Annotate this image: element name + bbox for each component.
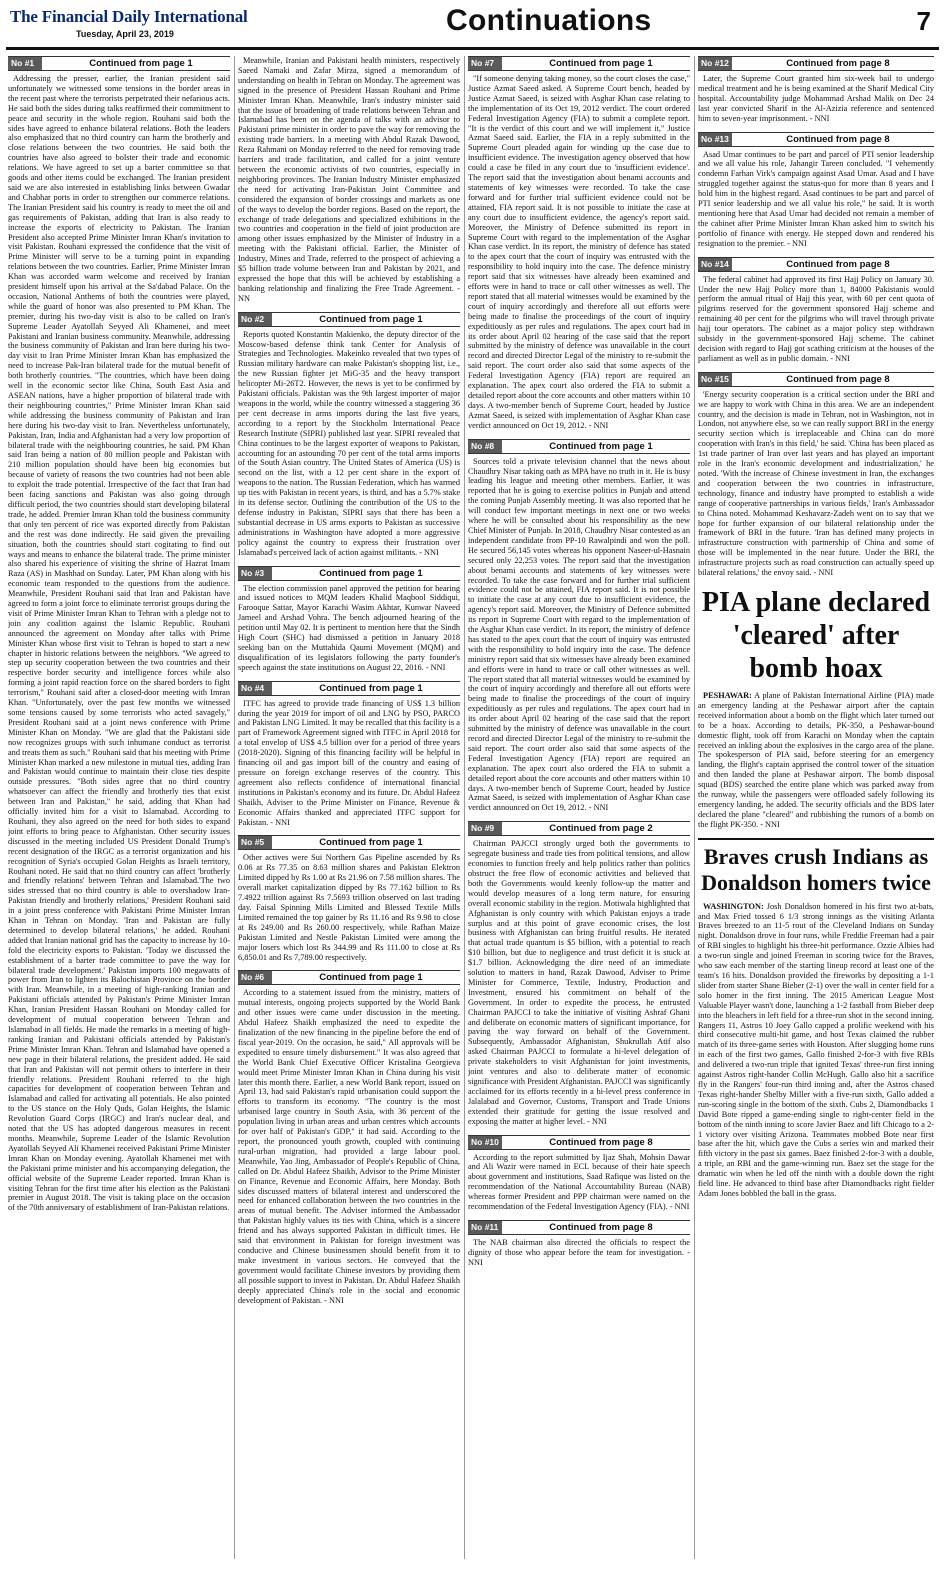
story-number-badge: No #2	[238, 313, 272, 326]
story-number-badge: No #13	[698, 133, 732, 146]
story-header	[238, 312, 460, 327]
story-text: According to the report submitted by Ijaz Shah, Mohsin Dawar and Ali Wazir were named in ECL because of their hate speech about government and institutions, Saad Rafique was listed on the recommendation of the National Accountability Bureau (NAB) whereas former President and PPP chairman were named on the recommendation of the Federal Investigation Agency (FIA). - NNI	[468, 1152, 690, 1212]
story-header	[468, 1135, 690, 1150]
story-body	[238, 699, 460, 828]
masthead-rule	[6, 47, 939, 50]
story-body	[238, 56, 460, 304]
continued-label: Continued from page 2	[549, 823, 653, 835]
story-6	[238, 970, 460, 1305]
story-body	[238, 584, 460, 673]
story-3	[238, 566, 460, 673]
story-number-badge: No #10	[468, 1136, 502, 1149]
story-text: The federal cabinet had approved its first Hajj Policy on January 30. Under the new Hajj Policy more than 1, 84000 Pakistanis would perform the annual ritual of Hajj this year, with 60 per cent quota of pilgrims reserved for the government sponsored Hajj scheme and remaining 40 per cent for the pilgrims who will travel through private hajj tour operators. The cabinet as a major policy step withdrawn subsidy in the government-sponsored Hajj scheme. The cabinet decision with regard to Hajj got scathing criticism at the houses of the parliament as well as in public domain. - NNI	[698, 274, 934, 363]
story-13	[698, 132, 934, 249]
story-text: Later, the Supreme Court granted him six-week bail to undergo medical treatment and he is being examined at the Sharif Medical City hospital. Accountability judge Mohammad Arshad Malik on Dec 24 last year convicted Sharif in the Al-Azizia reference and sentenced him to seven-year imprisonment. - NNI	[698, 74, 934, 123]
story-number-badge: No #9	[468, 822, 502, 835]
story-text: Addressing the presser, earlier, the Iranian president said unfortunately we witnessed some tensions in the border areas in the recent past where the terrorists perpetrated their nefarious acts. He said both the sides during talks reaffirmed their commitment to peace and security in the whole region. Rouhani said both the sides have agreed to enhance bilateral relations. Both the leaders also emphasized that no third country can harm the brotherly and close relations between the two countries. He said both the countries have also agreed to bolster their trade and economic relations. We have agreed to set up a barter committee so that goods and other items could be exchanged. The Iranian president said we are also interested in establishing links between Gwadar and Chabhar ports in order to strengthen our commerce relations. The Iranian President said his country is ready to meet the oil and gas requirements of Pakistan, adding that Iran is also ready to increase the exports of electricity to Pakistan. The Iranian President also accepted Prime Minister Imran Khan's invitation to visit Pakistan. Rouhani expressed the confidence that the visit of Prime Minister will serve to be a turning point in expanding relations between the two countries. Earlier, Prime Minister Imran Khan was accorded warm welcome and received by Iranian president himself upon his arrival at the Sa'dabad Palace. On the occasion, National Anthems of both the countries were played, while the guard of honor was also presented to PM Khan. The premier, during his two-day visit is also to be called on Iran's Supreme Leader Ayatollah Seyyed Ali Khamenei, and meet Pakistani and Iranian business community. Meanwhile, addressing the business community of Pakistan and Iran here during his two-day visit to Iran Prime Minister Imran Khan has emphasized the need to increase Pak-Iran bilateral trade for the mutual benefit of both brotherly countries. "The countries, which have been doing well in the economic sector like China, South East Asia and ASEAN nations, have a higher proportion of bilateral trade with their neighbouring countries," Prime Minister Imran Khan said while addressing the business community of Pakistan and Iran here during his two-day visit to Iran. Nevertheless unfortunately, Pakistan, Iran, India and Afghanistan had a very low proportion of bilateral trade with the neighbouring countries, he said. PM Khan said Iran being a nation of 80 million people and Pakistan with 210 million population should have been big economies but because of variety of reasons the two countries had not been able to exploit the trade potential. Irrespective of the fact that Iran had been facing sanctions and Pakistan was also going through difficult period, the two countries should start developing bilateral trade, he added. Premier Imran Khan told the business community that only ten percent of rice was exported directly from Pakistan and the rest was done indirectly. He said given the prevailing situation, both the countries should start cogitating to find out ways and means to enhance the bilateral trade. The prime minister also shared his experience of visiting the shrine of Hazrat Imam Raza (AS) in Mashhad on Sunday. Later, PM Khan along with his economic team responded to the questions from the audience. Meanwhile, President Rouhani said that Iran and Pakistan have agreed to form a joint force to eliminate terrorist groups during the visit of Prime Minister Imran Khan to Tehran with a pledge not to join any coalition against the Islamic Republic. Rouhani announced the agreement on Monday after talks with Prime Minister Khan whose first visit to Tehran is hoped to start a new chapter in historic relations between the neighbors. "We agreed to step up security cooperation between the two countries and their respective border security and intelligence forces while also forming a joint rapid reaction force on the shared borders to fight terrorism," Rouhani said after a closed-door meeting with Imran Khan. "Unfortunately, over the past few months we witnessed some tensions caused by some terrorists who acted savagely," President Rouhani said at a joint news conference with Prime Minister Khan on Monday. "We are glad that the Pakistani side now recognizes groups with such inhumane conduct as terrorist and treats them as such." Rouhani said that his meeting with Prime Minister Khan marked a new milestone in mutual ties, adding Iran and Pakistan would continue to maintain their close ties despite outside pressures. "Both sides agree that no third country whatsoever can affect the friendly and brotherly ties that exist between Iran and Pakistan," he said, adding that Khan had officially invited him for a visit to Islamabad. According to Rouhani, they also agreed on the need for both sides to expand joint efforts to bring peace to Afghanistan. Other security issues discussed in the meeting included US President Donald Trump's recent designation of the IRGC as a terrorist organization and his recognition of Syria's occupied Golan Heights as Israeli territory, Rouhani noted. He said that no third country can affect 'brotherly and friendly relations' between Tehran and Islamabad.'The two sides stressed that no third country is able to overshadow Iran-Pakistan friendly and brotherly relations,' President Rouhani said in a joint press conference with Pakistani Prime Minister Imran Khan in Tehran on Monday. 'Iran and Pakistan are fully determined to develop bilateral relations,' he added. Rouhani added that Iranian national grid has the capacity to increase by 10-fold the electricity exports to Pakistan. 'Today we discussed the establishment of a barter trade committee to pave the way for bilateral trade development.' Pakistan imports 100 megawatts of power from Iran to lighten its Balochistan Province on the border with Iran. Meanwhile, in a meeting of high-ranking Iranian and Pakistani officials attended by Pakistan's Prime Minister Imran Khan, Iranian President Hassan Rouhani on Monday called for development of mutual cooperation between Tehran and Islamabad in all fields. He made the remarks in a meeting of high-ranking Iranian and Pakistani officials attended by Pakistan's Prime Minister Imran Khan. Tehran and Islamabad have opened a new page in their bilateral relations, the president added. He said that Iran and Pakistan will not permit others to interfere in their friendly relations. President Rouhani referred to the high capacities for development of cooperation between Tehran and Islamabad and called for activating all potentials. He also pointed to the US stance on the Holy Quds, Golan Heights, the Islamic Revolution Guard Corps (IRGC) and Iran's nuclear deal, and noted that the US has adopted dangerous measures in recent months. Meanwhile, Supreme Leader of the Islamic Revolution Ayatollah Seyyed Ali Khamenei received Pakistani Prime Minister Imran Khan on Monday evening. Ayatollah Khamenei met with the Pakistani prime minister and his accompanying delegation, the official website of the Supreme Leader reported. Imran Khan is visiting Tehran for the first time after his election as the Pakistani premier in August 2018. The visit is taking place on the occasion of the 70th anniversary of establishment of Iran-Pakistan relations.	[8, 74, 230, 1213]
continued-label: Continued from page 8	[549, 1136, 653, 1148]
story-header	[468, 1220, 690, 1235]
story-text: Josh Donaldson homered in his first two at-bats, and Max Fried tossed 6 1/3 strong innings as the visiting Atlanta Braves breezed to an 11-5 rout of the Cleveland Indians on Sunday night. Donaldson drove in four runs, while Freddie Freeman had a pair of RBI singles to highlight his three-hit performance. Ozzie Albies had a two-run single and joined Freeman in scoring twice for the Braves, who saw each member of the starting lineup record at least one of the team's 16 hits. Donaldson provided the fireworks by depositing a 1-1 slider from starter Shane Bieber (2-1) over the wall in center field for a solo homer in the first inning. The 2015 American League Most Valuable Player wasn't done, launching a 1-2 fastball from Bieber deep into the bleachers in left field for a three-run shot in the second inning. Rangers 11, Astros 10 Joey Gallo capped a prolific weekend with his third consecutive multi-hit game, and host Texas claimed the rubber match of its three-game series with Houston. After slugging home runs in each of the first two games, Gallo finished 2-for-3 with five RBIs and delivered a two-run triple that ignited Texas' three-run first inning against Astros right-hander Collin McHugh. Gallo also hit a sacrifice fly in the Rangers' four-run third inning and, after the Astros chased Texas right-hander Shelby Miller with a five-run sixth, Gallo added a run-scoring single in the bottom of the sixth. Cubs 2, Diamondbacks 1 David Bote ripped a game-ending single to right-center field in the bottom of the ninth inning to score Javier Baez and lift Chicago to a 2-1 victory over visiting Arizona. Teammates mobbed Bote near first base after the hit, which gave the Cubs a series win and marked their fifth victory in the past six games. Baez finished 2-for-3 with a double, a triple, an RBI and the game-winning run. Baez set the stage for the dramatic win when he led off the ninth with a double down the right field line. He advanced to third base after Diamondbacks right fielder Adam Jones bobbled the ball in the grass.	[698, 901, 934, 1198]
story-text: ITFC has agreed to provide trade financing of US$ 1.3 billion during the year 2019 for import of oil and LNG by PSO, PARCO and Pakistan LNG Limited. It may be recalled that this facility is a part of Framework Agreement signed with ITFC in April 2018 for a total envelop of US$ 4.5 billion over for a period of three years (2018-2020). Signing of this financing facility will be helpful in financing oil and gas import bill of the country and easing of pressure on foreign exchange reserves of the country. This agreement also reflects confidence of international financial institutions in Pakistan's economy and its future. Dr. Abdul Hafeez Shaikh, Adviser to the Prime Minister on Finance, Revenue & Economic Affairs thanked and appreciated ITFC support for Pakistan. - NNI	[238, 698, 460, 827]
section-title: Continuations	[446, 4, 652, 37]
story-number-badge: No #15	[698, 373, 732, 386]
continued-label: Continued from page 8	[549, 1221, 653, 1233]
story-header	[238, 835, 460, 850]
story-14	[698, 257, 934, 364]
page-number: 7	[916, 6, 931, 36]
pia-headline: PIA plane declared 'cleared' after bomb hoax	[701, 586, 931, 684]
dateline: WASHINGTON:	[703, 901, 764, 911]
story-body	[698, 150, 934, 249]
story-header	[8, 56, 230, 71]
continued-label: Continued from page 1	[319, 837, 423, 849]
column-3	[468, 56, 690, 1561]
story-number-badge: No #1	[8, 57, 42, 70]
issue-date: Tuesday, April 23, 2019	[76, 29, 174, 39]
story-header	[468, 821, 690, 836]
story-number-badge: No #11	[468, 1221, 502, 1234]
story-text: The NAB chairman also directed the officials to respect the dignity of those who appear before the team for investigation. - NNI	[468, 1237, 690, 1267]
story-8	[468, 439, 690, 814]
column-divider	[694, 56, 695, 1559]
braves-headline: Braves crush Indians as Donaldson homers twice	[701, 843, 931, 895]
story-header	[238, 566, 460, 581]
paper-title: The Financial Daily International	[10, 7, 248, 26]
story-9	[468, 821, 690, 1126]
continued-label: Continued from page 1	[319, 682, 423, 694]
story-number-badge: No #8	[468, 440, 502, 453]
story-header	[698, 56, 934, 71]
story-header	[698, 132, 934, 147]
braves-article	[698, 844, 934, 1199]
story-7	[468, 56, 690, 431]
continued-label: Continued from page 8	[786, 373, 890, 385]
continued-label: Continued from page 1	[319, 313, 423, 325]
continued-label: Continued from page 1	[89, 58, 193, 69]
story-15	[698, 372, 934, 578]
story-12	[698, 56, 934, 124]
column-divider	[464, 56, 465, 1559]
pia-article	[698, 586, 934, 830]
story-text: According to a statement issued from the ministry, matters of mutual interests, ongoing projects supported by the World Bank and other issues were came under discussion in the meeting. Abdul Hafeez Shaikh emphasized the need to expedite the finalization of the new financing in the pipeline before the end of fiscal year-2019. On the occasion, he said," All approvals will be expedited to ensure timely disbursement." It was also agreed that the World Bank Chief Executive Officer Kristalina Georgieva would meet Prime Minister Imran Khan in China during his visit later this month there. Earlier, a new World Bank report, issued on April 13, had said Pakistan's rapid urbanisation could support the efforts to transform its economy. "The country is the most urbanised large country in South Asia, with 36 percent of the population living in urban areas and urban centres which accounts for over half of Pakistan's GDP," it had said. According to the report, the pronounced youth growth, coupled with continuing rural-urban migration, had provided a large labour pool. Meanwhile, Yao Jing, Ambassador of People's Republic of China, called on Dr. Abdul Hafeez Shaikh, Advisor to the Prime Minister on Finance, Revenue and Economic Affairs, here Monday. Both sides discussed matters of bilateral interest and underscored the need for enhanced collaboration between the two countries in the areas of mutual benefit. The Adviser informed the Ambassador that Pakistan highly values its ties with China, which is a sincere friend and has always supported Pakistan in difficult times. He said that environment in Pakistan for foreign investment was conducive and Chinese businessmen should benefit from it to make investment in various sectors. He conveyed that the government would facilitate Chinese investors by providing them all possible support to invest in Pakistan. Dr. Abdul Hafeez Shaikh deeply appreciated China's role in the social and economic development of Pakistan. - NNI	[238, 988, 460, 1305]
story-header	[468, 56, 690, 71]
story-body	[468, 1153, 690, 1212]
story-body	[698, 74, 934, 124]
story-text: Sources told a private television channel that the news about Chaudhry Nisar taking oath as MPA have no truth in it. He is busy leading his league and meeting other members. Earlier, it was reported that he is going to exercise politics in Punjab and attend the coming Punjab Assembly meeting. It was also reported that he will conduct few important meetings in next one or two weeks where he will be consulted about his responsibility as the new Chief Minister of Punjab. In 2018, Chaudhry Nisar contested as an independent candidate from PP-10 Rawalpindi and won the poll. He secured 56,145 votes whereas his opponent Naseer-ul-Hasnain secured only 22,253 votes. The report said that the investigation about benami accounts and statements of key witnesses were recorded. To take the case forward and for further trial sufficient evidence could not be attained, FIA report said. It is not possible to initiate the case at any court due to insufficient evidence, the agency's report said. Moreover, the Ministry of Defence submitted its report in Supreme Court with regard to the implementation of the Asghar Khan case verdict. In its report, the ministry of defence has stated to the apex court that the court of inquiry was entrusted with the responsibility to hold inquiry into the case. The defence ministry report said that six witnesses have already been examined and efforts were in hand to trace or call other witnesses as well. The report stated that all material witnesses would be examined by the court of inquiry accordingly and therefore all out efforts were being made to finalise the proceedings of the court of inquiry expeditiously as per rules and regulations. The apex court had in its order about April 02 hearing of the case said that the report submitted by the ministry of defence was unavailable in the court record and directed Director Legal of the ministry to re-submit the said report. The court order also said that some aspects of the Federal Investigation Agency (FIA) report are required an explanation. The apex court also ordered the FIA to submit a detailed report about the core accounts and other matters within 10 days. A two-member bench of Supreme Court, headed by Justice Azmat Saeed, is seized with implementation of Asghar Khan case verdict announced on Oct 19, 2012. - NNI	[468, 456, 690, 813]
story-body	[468, 839, 690, 1126]
story-header	[238, 970, 460, 985]
story-text: Meanwhile, Iranian and Pakistani health ministers, respectively Saeed Namaki and Zafar Mirza, signed a memorandum of understanding on health in Tehran on Monday. The agreement was signed in the presence of President Hassan Rouhani and Prime Minister Imran Khan. Meanwhile, Iran's industry minister said that the issue of broadening of trade relations between Tehran and Islamabad has been on the agenda of talks with an advisor to Pakistani prime minister in order to pave the way for removing the existing trade barriers. In a meeting with Abdul Razak Dawood, Reza Rahmani on Monday referred to the need for removing trade barriers and trade facilitation, and called for a joint venture between the economic activists of two countries, especially in neighboring provinces. The Iranian Industry Minister emphasized the need for activating Iran-Pakistan Joint Committee and considered the expansion of border crossings and markets as one of the ways to develop the border regions. Based on the report, the exchange of trade delegations and specialized exhibitions in the two countries and cooperation in the field of joint production are among other issues emphasized by the Minister of Industry in a meeting with the Pakistani official. Earlier, the Minister of Industry, Mines and Trade, referred to the prospect of achieving a $5 billion trade volume between Iran and Pakistan by 2021, and expressed the hope that this will be achieved by establishing a banking relationship and finalizing the Free Trade Agreement. - NN	[238, 56, 460, 303]
continued-label: Continued from page 8	[786, 58, 890, 69]
story-body	[698, 390, 934, 578]
story-number-badge: No #5	[238, 836, 272, 849]
story-body	[238, 988, 460, 1305]
story-body	[468, 74, 690, 431]
story-text: Other actives were Sui Northern Gas Pipeline ascended by Rs 0.06 at Rs 77.35 on 8.63 million shares and Pakistan Elektron Limited dipped by Rs 1.00 at Rs 21.96 on 7.58 million shares. The overall market capitalization dipped by Rs 77.162 billion to Rs 7.4922 trillion against Rs 7.5693 trillion observed on last trading day. Faisal Spinning Mills Limited and Blessed Textile Mills Limited remained the top gainer by Rs 11.16 and Rs 9.98 to close at Rs 249.00 and Rs 260.00 respectively, while Rafhan Maize Pakistan Limited and Nestle Pakistan Limited were among the major losers which lost Rs 344.99 and Rs 111.00 to close at Rs 6,850.01 and Rs 7,789.00 respectively.	[238, 853, 460, 962]
story-text: Chairman PAJCCI strongly urged both the governments to segregate business and trade ties from political tensions, and allow economies to function freely and help politics rather than politics obstruct the free flow of economic activities and believed that both the Governments would keenly follow-up the matter and would develop measures of a long term nature, for ensuring overall economic stability in the region. Motiwala highlighted that Afghanistan is only country with which Pakistan enjoys a trade surplus and at this point of grave economic crises, the lost business with Afghanistan can bring fruitful results. He iterated that actual trade quantum is $5 billion, with a potential to reach $10 billion, but due to negligence and trust deficit it is stuck at $1.7 billion. Acknowledging the dire need of an immediate solution to matters in hand, Razak Dawood, Adviser to Prime Minister for Commerce, Textile, Industry, Production and Investment, ensured his commitment on behalf of the Government. In order to expedite the process, he entrusted Chairman PAJCCI to take the initiative of visiting Ashraf Ghani and deliberate on economic matters of significant importance, for paving the way forward on behalf of the Government. Subsequently, Ambassador Afghanistan, Shukrullah Atif also asked Chairman PAJCCI to formulate a hi-level delegation of private stakeholders to visit Afghanistan for joint investments, joint ventures and also to deliberate matter of economic significance with President Afghanistan. PAJCCI was significantly acclaimed for its efforts recently in a hi-level press conference in Jalalabad and Governor, Customs, Transport and Trade Unions extended their gratitude for getting the issue resolved and exposing the matter at higher level. - NNI	[468, 839, 690, 1126]
story-11	[468, 1220, 690, 1268]
story-number-badge: No #14	[698, 258, 732, 271]
column-2	[238, 56, 460, 1561]
story-text: 'Energy security cooperation is a critical section under the BRI and we are happy to work with China in this area. We are an independent country, and the decision is made in Tehran, not in Washington, not in London, not anywhere else, so we can really support BRI in the energy security section which is irreplaceable and China can do more cooperation with Iran's in this field,' he said. 'China has been placed as 1st trade partner of Iran over last years and has played an important role in the Iran's economic development and industrialization,' he noted. 'With the increase of Chinese investment in Iran, the exchanges and cooperation between the two countries in infrastructure, technology, finance and industry have prompted to establish a wide range of cooperative partnerships in various fields,' Iran's Ambassador to China noted. Mohammad Keshavarz-Zadeh went on to say that we hope for further expansion of our bilateral relationship under the framework of BRI in the future. 'Iran has defined many projects in infrastructure construction with partnership of China and some of those will be implemented in the near future. Under the BRI, the infrastructure projects such as road construction can actually speed up bilateral relations,' the envoy said. - NNI	[698, 389, 934, 578]
continued-label: Continued from page 1	[549, 440, 653, 452]
column-1	[8, 56, 230, 1561]
story-number-badge: No #12	[698, 57, 732, 70]
story-text: "If someone denying taking money, so the court closes the case," Justice Azmat Saeed asked. A Supreme Court bench, headed by Justice Azmat Saeed, is seized with Asghar Khan case relating to the implementation of its Oct 19, 2012 verdict. The court ordered Federal Investigation Agency (FIA) to submit a complete report. "It is the verdict of this court and we will implement it," Justice Azmat Saeed said. Earlier, the FIA in a reply submitted in the Supreme Court pleaded again for winding up the case due to insufficient evidence. The investigation agency observed that how could a case be filed in any court due to 'insufficient evidence'. The report said that the investigation about benami accounts and statements of key witnesses were recorded. To take the case forward and for further trial sufficient evidence could not be attained, FIA report said. It is not possible to initiate the case at any court due to insufficient evidence, the agency's report said. Moreover, the Ministry of Defence submitted its report in Supreme Court with regard to the implementation of the Asghar Khan case verdict. In its report, the ministry of defence has stated to the apex court that the court of inquiry was entrusted with the responsibility to hold inquiry into the case. The defence ministry report said that six witnesses have already been examined and efforts were in hand to trace or call other witnesses as well. The report stated that all material witnesses would be examined by the court of inquiry accordingly and therefore all out efforts were being made to finalise the proceedings of the court of inquiry expeditiously as per rules and regulations. The apex court had in its order about April 02 hearing of the case said that the report submitted by the ministry of defence was unavailable in the court record and directed Director Legal of the ministry to re-submit the said report. The court order also said that some aspects of the Federal Investigation Agency (FIA) report are required an explanation. The apex court also ordered the FIA to submit a detailed report about the core accounts and other matters within 10 days. A two-member bench of Supreme Court, headed by Justice Azmat Saeed, is seized with implementation of Asghar Khan case verdict announced on Oct 19, 2012. - NNI	[468, 74, 690, 430]
continued-label: Continued from page 8	[786, 258, 890, 270]
story-body	[698, 275, 934, 364]
continued-label: Continued from page 1	[549, 58, 653, 69]
story-1-continued	[238, 56, 460, 304]
story-4	[238, 681, 460, 828]
story-number-badge: No #6	[238, 971, 272, 984]
story-number-badge: No #3	[238, 567, 272, 580]
story-body	[468, 457, 690, 814]
story-header	[698, 257, 934, 272]
story-text: The election commission panel approved the petition for hearing and issued notices to MQM leaders Khalid Maqbool Siddiqui, Farooque Sattar, Mayor Karachi Wasim Akhtar, Kunwar Naveed Jameel and Arshad Vohra. The bench adjourned hearing of the petition until May 02. It is pertinent to mention here that the Sindh High Court (SHC) had dismissed a petition in January 2018 seeking ban on the Muttahida Qaumi Movement (MQM) and disqualification of its legislators following the party founder's speech against the state institutions on August 22, 2016. - NNI	[238, 583, 460, 672]
continued-label: Continued from page 1	[319, 972, 423, 984]
story-body	[238, 853, 460, 962]
story-text: Reports quoted Konstantin Makienko, the deputy director of the Moscow-based defense think tank Center for Analysis of Strategies and Technologies. Makeinko revealed that two types of Russian military hardware can make Pakistan's shopping list, i.e., the new Russian fighter jet MiG-35 and the heavy transport helicopter Mi-26T2. However, the news is yet to be confirmed by Pakistani officials. Pakistan was the 9th largest importer of major weapons in the world, while the country witnessed a staggering 36 per cent decrease in arms imports during the last five years, according to a report by the Stockholm International Peace Research Institute (SIPRI) published last year. SIPRI revealed that China continues to be the largest exporter of weapons to Pakistan, accounting for an astounding 70 per cent of the total arms imports of the South Asian country. The United States of America (US) is second on the list, with a 12 per cent share in the export of weapons to the nation. The Russian Federation, which has warmed up ties with Pakistan in recent years, is third, and has a 5.7% stake in its defense sector. Outlining the contribution of the US to the defense industry in Pakistan, SIPRI says that there has been a substantial decrease in US arms exports to Pakistan as successive administrations in Washington have adopted a more aggressive policy against the country to express their frustration over Islamabad's perceived lack of action against militants. - NNI	[238, 329, 460, 557]
story-header	[238, 681, 460, 696]
story-body	[8, 74, 230, 1213]
story-2	[238, 312, 460, 558]
continued-label: Continued from page 8	[786, 133, 890, 145]
story-header	[468, 439, 690, 454]
story-text: A plane of Pakistan International Airline (PIA) made an emergency landing at the Peshawar airport after the captain received information about a bomb on the flight which later turned out to be a hoax. According to details, PK-350, a Peshawar-bound domestic flight, took off from Karachi on Monday when the captain received an inkling about the explosives in the cargo area of the plane. The spokesperson of PIA said, before steering for an emergency landing, the flight's captain apprised the control tower of the situation and then landed the plane at Peshawar airport. The bomb disposal squad (BDS) searched the entire plane which was parked away from the runway, while the passengers were offloaded safely following its emergency landing, he added. The security officials and the BDS later declared the plane "cleared" and rubbishing the rumors of a bomb on the flight PK-350. - NNI	[698, 690, 934, 829]
column-divider	[234, 56, 235, 1559]
story-1	[8, 56, 230, 1213]
story-body	[698, 902, 934, 1199]
story-number-badge: No #7	[468, 57, 502, 70]
article-divider	[698, 838, 934, 840]
story-body	[698, 691, 934, 830]
story-10	[468, 1135, 690, 1212]
story-body	[238, 330, 460, 558]
story-text: Asad Umar continues to be part and parcel of PTI senior leadership and we all value his role, Jahangir Tareen concluded. "I vehemently condemn Farhan Virk's campaign against Asad Umar. Asad and I have struggled together against the status-quo for more than 8 years and I hold him in the highest regard. Asad continues to be part and parcel of PTI senior leadership and we all value his role," he said. It is worth mentioning here that Asad Umar had decided not remain a member of the cabinet after Prime Minister Imran Khan asked him to switch his portfolio of finance with energy. He stepped down and rendered his resignation to the premier. - NNI	[698, 149, 934, 248]
dateline: PESHAWAR:	[703, 690, 752, 700]
story-number-badge: No #4	[238, 682, 272, 695]
story-header	[698, 372, 934, 387]
masthead	[6, 4, 939, 46]
continued-label: Continued from page 1	[319, 567, 423, 579]
story-body	[468, 1238, 690, 1268]
story-5	[238, 835, 460, 962]
column-4	[698, 56, 934, 1561]
